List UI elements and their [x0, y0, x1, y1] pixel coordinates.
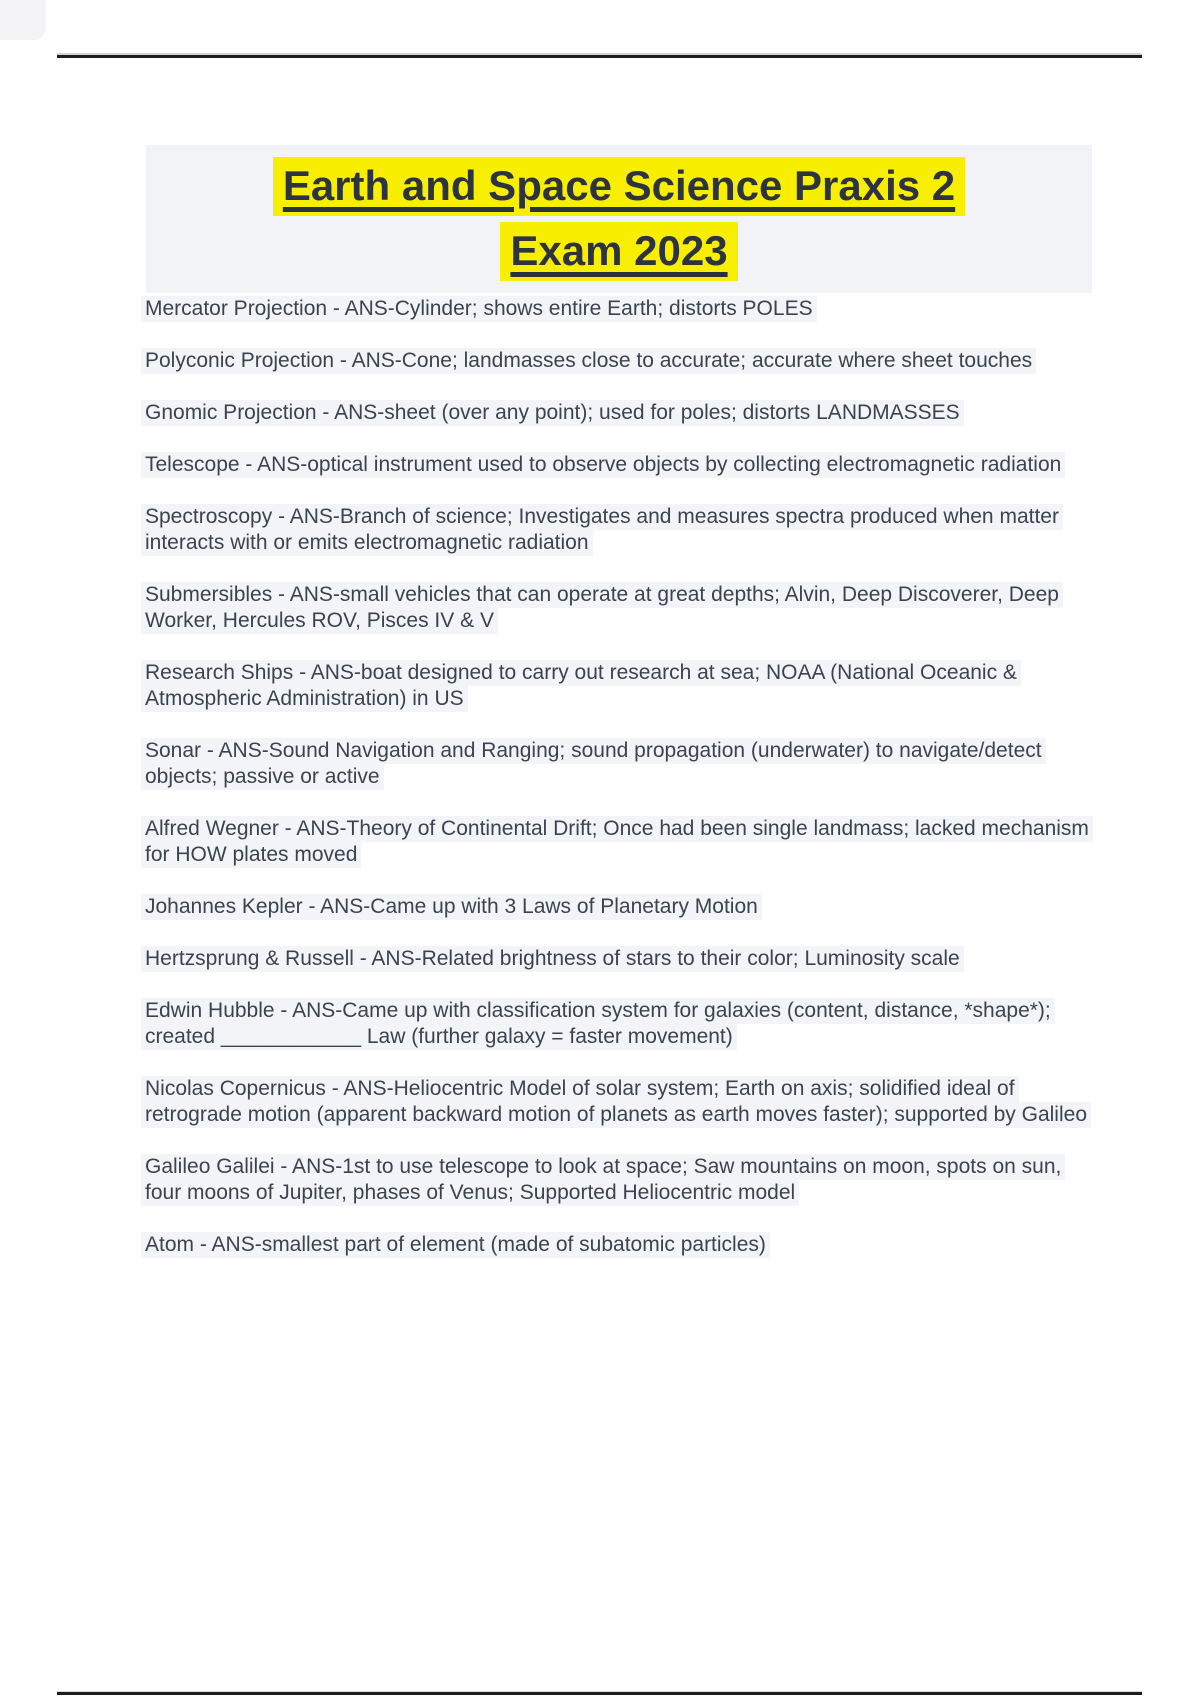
qa-text: Spectroscopy - ANS-Branch of science; Investigates and measures spectra produced when matter interacts with or emits electromagnetic radiation: [141, 504, 1063, 556]
qa-item: [141, 816, 1099, 868]
qa-item: [141, 452, 1099, 478]
title-block: [146, 145, 1092, 293]
top-divider: [57, 55, 1142, 58]
title-line-1: Earth and Space Science Praxis 2: [273, 157, 965, 216]
qa-text: Mercator Projection - ANS-Cylinder; shows entire Earth; distorts POLES: [141, 296, 817, 322]
qa-text: Galileo Galilei - ANS-1st to use telescope to look at space; Saw mountains on moon, spots on sun, four moons of Jupiter, phases of Venus; Supported Heliocentric model: [141, 1154, 1065, 1206]
qa-item: [141, 504, 1099, 556]
qa-item: [141, 582, 1099, 634]
qa-text: Submersibles - ANS-small vehicles that can operate at great depths; Alvin, Deep Discoverer, Deep Worker, Hercules ROV, Pisces IV & V: [141, 582, 1063, 634]
qa-item: [141, 998, 1099, 1050]
qa-item: [141, 738, 1099, 790]
qa-item: [141, 296, 1099, 322]
qa-item: [141, 348, 1099, 374]
page-title: [146, 145, 1092, 283]
qa-text: Alfred Wegner - ANS-Theory of Continental Drift; Once had been single landmass; lacked mechanism for HOW plates moved: [141, 816, 1093, 868]
qa-item: [141, 400, 1099, 426]
bottom-divider: [57, 1692, 1142, 1695]
title-line-2: Exam 2023: [500, 222, 737, 281]
qa-text: Hertzsprung & Russell - ANS-Related brightness of stars to their color; Luminosity scale: [141, 946, 964, 972]
qa-text: Johannes Kepler - ANS-Came up with 3 Laws of Planetary Motion: [141, 894, 762, 920]
qa-item: [141, 946, 1099, 972]
qa-text: Telescope - ANS-optical instrument used to observe objects by collecting electromagnetic radiation: [141, 452, 1065, 478]
qa-text: Gnomic Projection - ANS-sheet (over any point); used for poles; distorts LANDMASSES: [141, 400, 964, 426]
qa-item: [141, 1232, 1099, 1258]
qa-item: [141, 1154, 1099, 1206]
qa-text: Sonar - ANS-Sound Navigation and Ranging; sound propagation (underwater) to navigate/detect objects; passive or active: [141, 738, 1046, 790]
qa-text: Polyconic Projection - ANS-Cone; landmasses close to accurate; accurate where sheet touches: [141, 348, 1036, 374]
corner-artifact: [0, 0, 46, 40]
qa-text: Nicolas Copernicus - ANS-Heliocentric Model of solar system; Earth on axis; solidified ideal of retrograde motion (apparent backward motion of planets as earth moves faster); supported by Galileo: [141, 1076, 1091, 1128]
qa-item: [141, 894, 1099, 920]
qa-list: [141, 296, 1099, 1284]
qa-item: [141, 1076, 1099, 1128]
qa-text: Atom - ANS-smallest part of element (made of subatomic particles): [141, 1232, 770, 1258]
qa-text: Research Ships - ANS-boat designed to carry out research at sea; NOAA (National Oceanic & Atmospheric Administration) in US: [141, 660, 1021, 712]
qa-text: Edwin Hubble - ANS-Came up with classification system for galaxies (content, distance, *shape*); created ____________ Law (further galaxy = faster movement): [141, 998, 1055, 1050]
qa-item: [141, 660, 1099, 712]
